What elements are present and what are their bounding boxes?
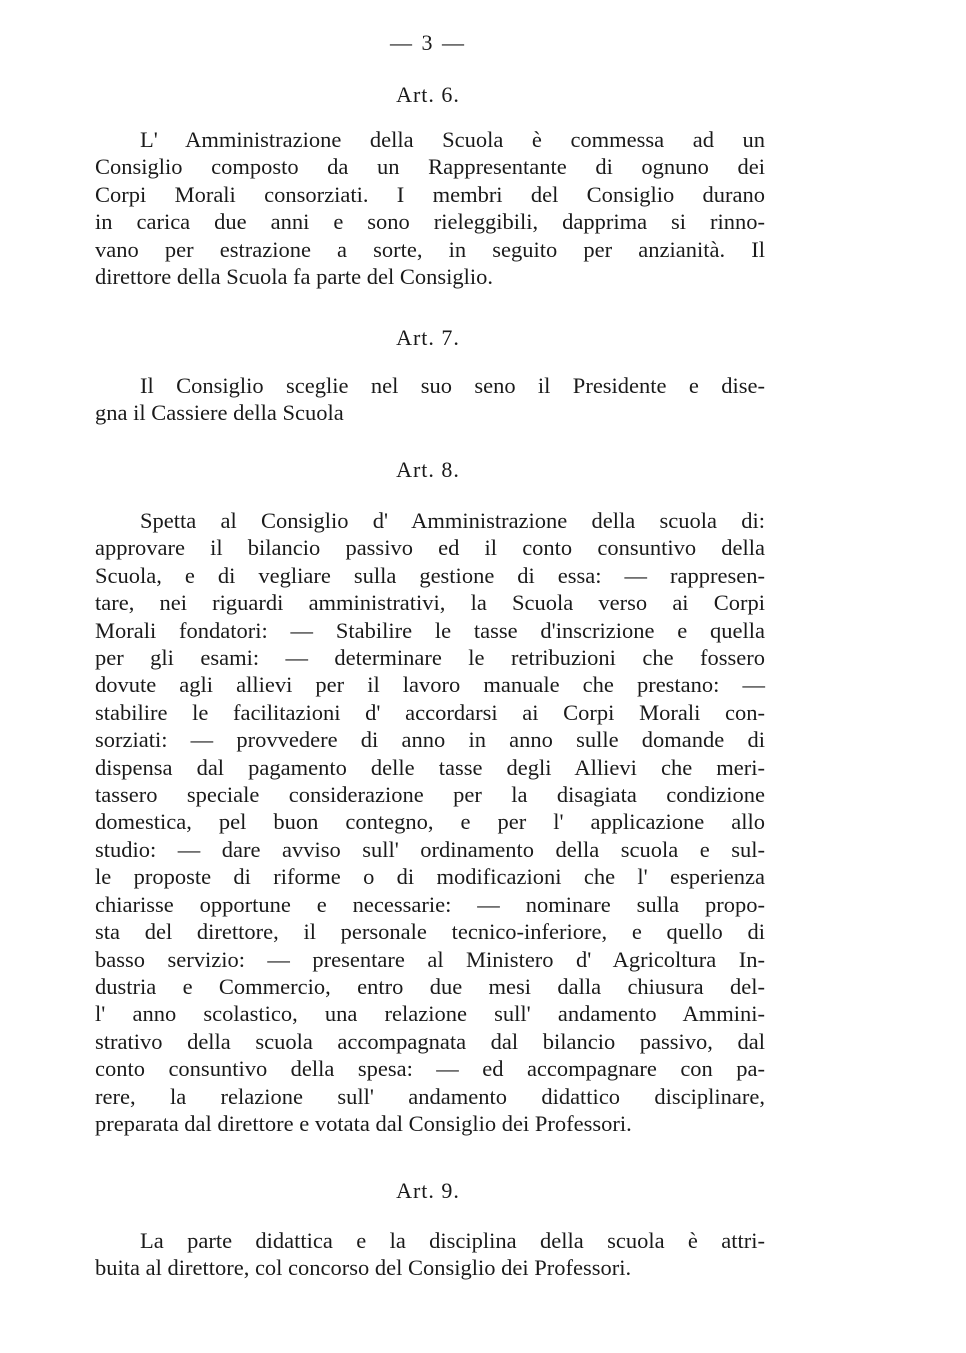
- text-line: Corpi Morali consorziati. I membri del Consiglio durano: [95, 181, 765, 207]
- text-line: dustria e Commercio, entro due mesi dalla chiusura del-: [95, 973, 765, 999]
- article-6-heading: Art. 6.: [396, 82, 460, 107]
- text-line: La parte didattica e la disciplina della scuola è attri-: [140, 1228, 765, 1253]
- article-6-paragraph: [95, 126, 765, 290]
- text-line: vano per estrazione a sorte, in seguito per anzianità. Il: [95, 236, 765, 262]
- text-line: gna il Cassiere della Scuola: [95, 400, 344, 426]
- text-line: basso servizio: — presentare al Ministero d' Agricoltura In-: [95, 946, 765, 972]
- text-line: preparata dal direttore e votata dal Consiglio dei Professori.: [95, 1110, 632, 1136]
- text-line: Spetta al Consiglio d' Amministrazione della scuola di:: [140, 508, 765, 533]
- text-line: sta del direttore, il personale tecnico-inferiore, e quello di: [95, 919, 765, 945]
- text-line: direttore della Scuola fa parte del Consiglio.: [95, 264, 494, 290]
- text-line: strativo della scuola accompagnata dal bilancio passivo, dal: [95, 1028, 765, 1054]
- text-line: Morali fondatori: — Stabilire le tasse d'inscrizione e quella: [95, 617, 765, 643]
- article-7-paragraph: [95, 372, 765, 427]
- text-line: in carica due anni e sono rieleggibili, dapprima si rinno-: [95, 209, 765, 235]
- text-line: l' anno scolastico, una relazione sull' andamento Ammini-: [95, 1001, 765, 1027]
- text-line: chiarisse opportune e necessarie: — nominare sulla propo-: [95, 891, 765, 917]
- text-line: domestica, pel buon contegno, e per l' applicazione allo: [95, 809, 765, 835]
- text-line: stabilire le facilitazioni d' accordarsi ai Corpi Morali con-: [95, 699, 765, 725]
- text-line: tassero speciale considerazione per la disagiata condizione: [95, 782, 765, 808]
- text-line: rere, la relazione sull' andamento didattico disciplinare,: [95, 1083, 765, 1109]
- text-line: approvare il bilancio passivo ed il conto consuntivo della: [95, 535, 765, 561]
- text-line: buita al direttore, col concorso del Consiglio dei Professori.: [95, 1255, 632, 1281]
- text-line: dispensa dal pagamento delle tasse degli Allievi che meri-: [95, 754, 765, 780]
- article-9-heading: Art. 9.: [396, 1178, 460, 1203]
- text-line: per gli esami: — determinare le retribuzioni che fossero: [95, 645, 765, 671]
- article-8-paragraph: [95, 507, 765, 1137]
- text-line: dovute agli allievi per il lavoro manuale che prestano: —: [95, 672, 765, 698]
- text-line: studio: — dare avviso sull' ordinamento della scuola e sul-: [95, 836, 765, 862]
- text-line: L' Amministrazione della Scuola è commessa ad un: [140, 127, 765, 152]
- text-line: conto consuntivo della spesa: — ed accompagnare con pa-: [95, 1056, 765, 1082]
- text-line: sorziati: — provvedere di anno in anno sulle domande di: [95, 727, 765, 753]
- text-line: Scuola, e di vegliare sulla gestione di essa: — rappresen-: [95, 562, 765, 588]
- text-line: Consiglio composto da un Rappresentante di ognuno dei: [95, 154, 765, 180]
- article-7-heading: Art. 7.: [396, 325, 460, 350]
- text-line: tare, nei riguardi amministrativi, la Scuola verso ai Corpi: [95, 590, 765, 616]
- article-8-heading: Art. 8.: [396, 457, 460, 482]
- page-number: — 3 —: [390, 30, 466, 55]
- text-line: le proposte di riforme o di modificazioni che l' esperienza: [95, 864, 765, 890]
- article-9-paragraph: [95, 1227, 765, 1282]
- text-line: Il Consiglio sceglie nel suo seno il Presidente e dise-: [140, 373, 765, 398]
